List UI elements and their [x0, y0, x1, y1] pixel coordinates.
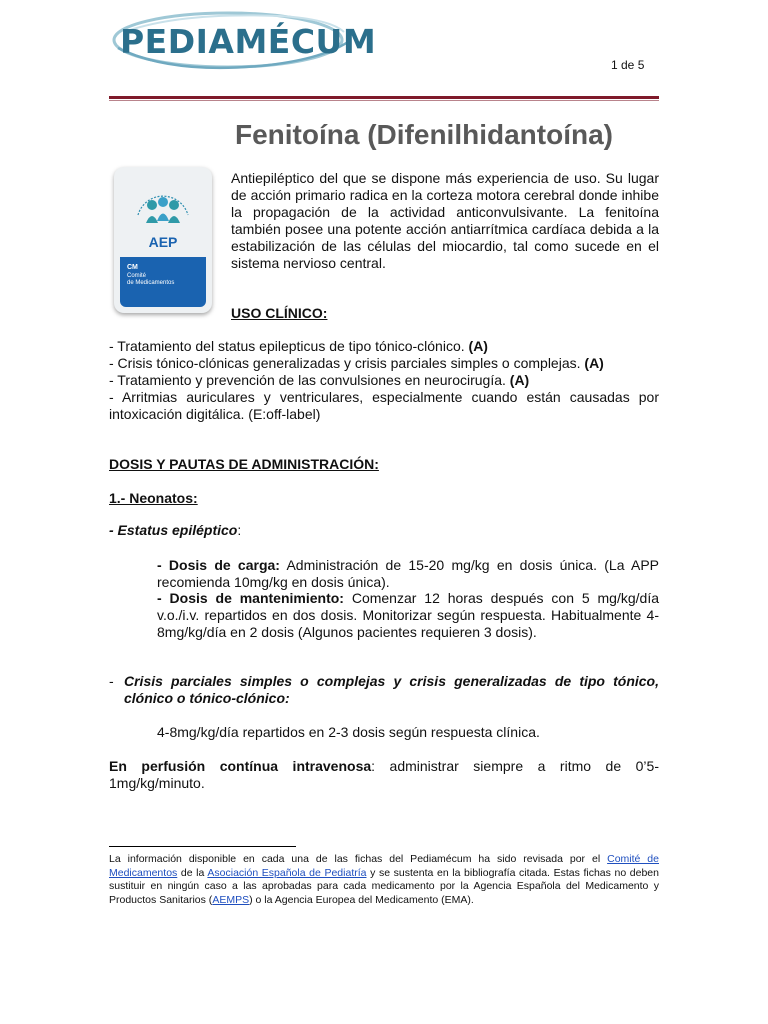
- aep-abbreviation: AEP: [148, 234, 178, 250]
- list-item: - Arritmias auriculares y ventriculares, especialmente cuando están causadas por intoxicación digitálica. (E:off-label): [109, 389, 659, 422]
- header-divider-thin: [109, 100, 659, 101]
- link-comite-medicamentos[interactable]: Comité de Medicamentos: [109, 853, 659, 879]
- header-divider: [109, 96, 659, 99]
- dosis-heading: DOSIS Y PAUTAS DE ADMINISTRACIÓN:: [109, 456, 379, 472]
- badge-committee-label: [127, 273, 207, 287]
- footnote: La información disponible en cada una de las fichas del Pediamécum ha sido revisada por el Comité de Medicamentos de la Asociación Española de Pediatría y se sustenta en la bibliografía citada. Estas fichas no deben sustituir en ningún caso a las aprobadas para cada medicamento por la Agencia Española del Medicamento y Productos Sanitarios (AEMPS) o la Agencia Europea del Medicamento (EMA).: [109, 853, 659, 906]
- aep-committee-badge: [114, 167, 212, 313]
- link-aemps[interactable]: AEMPS: [212, 893, 250, 906]
- link-aep[interactable]: Asociación Española de Pediatría: [207, 866, 367, 879]
- crisis-parciales-dose: 4-8mg/kg/día repartidos en 2-3 dosis según respuesta clínica.: [157, 724, 540, 740]
- badge-committee-line1: Comité: [127, 273, 147, 279]
- perfusion-paragraph: En perfusión contínua intravenosa: administrar siempre a ritmo de 0’5-1mg/kg/minuto.: [109, 758, 659, 791]
- dosis-mantenimiento: - Dosis de mantenimiento: Comenzar 12 horas después con 5 mg/kg/día v.o./i.v. repartidos en dos dosis. Monitorizar según respuesta. Habitualmente 4-8mg/kg/día en 2 dosis (Algunos pacientes requieren 3 dosis).: [157, 590, 659, 640]
- uso-clinico-list: [109, 338, 659, 423]
- aep-children-icon: [132, 175, 194, 235]
- page-indicator: 1 de 5: [611, 58, 645, 72]
- badge-committee-line2: de Medicamentos: [127, 280, 175, 287]
- neonatos-heading: 1.- Neonatos:: [109, 490, 198, 506]
- list-item: - Crisis tónico-clónicas generalizadas y crisis parciales simples o complejas. (A): [109, 355, 604, 371]
- crisis-parciales-subheading: - Crisis parciales simples o complejas y crisis generalizadas de tipo tónico, clónico o tónico-clónico:: [109, 673, 659, 706]
- logo-text: PEDIAMÉCUM: [120, 22, 377, 61]
- uso-clinico-heading: USO CLÍNICO:: [231, 305, 328, 321]
- drug-intro: Antiepiléptico del que se dispone más experiencia de uso. Su lugar de acción primario radica en la corteza motora cerebral donde inhibe la propagación de la actividad anticonvulsivante. La fenitoína también posee una potente acción antiarrítmica cardíaca debida a la estabilización de las células del miocardio, tal como sucede en el sistema nervioso central.: [231, 170, 659, 271]
- drug-title: Fenitoína (Difenilhidantoína): [235, 119, 613, 150]
- dosis-carga: - Dosis de carga: Administración de 15-20 mg/kg en dosis única. (La APP recomienda 10mg/kg en dosis única).: [157, 557, 659, 590]
- footnote-divider: [109, 846, 296, 847]
- pediamecum-logo: [110, 10, 377, 72]
- list-item: - Tratamiento del status epilepticus de tipo tónico-clónico. (A): [109, 338, 488, 354]
- list-item: - Tratamiento y prevención de las convulsiones en neurocirugía. (A): [109, 372, 530, 388]
- badge-cm-label: CM: [127, 264, 138, 271]
- estatus-subheading: - Estatus epiléptico:: [109, 522, 242, 538]
